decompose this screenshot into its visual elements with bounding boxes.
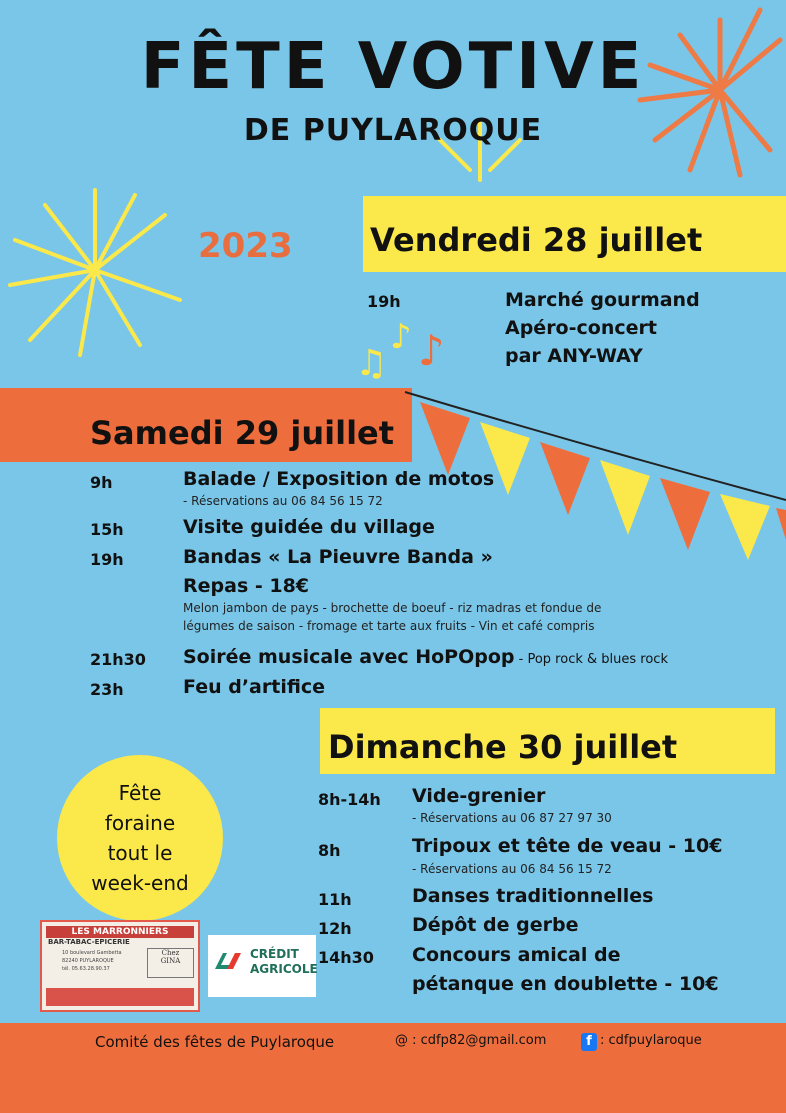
shop-sign: Chez	[161, 949, 180, 957]
sun-time-4: 12h	[318, 919, 352, 938]
music-notes-icon	[355, 317, 445, 384]
sun-detail-2: - Réservations au 06 84 56 15 72	[412, 862, 612, 876]
page-title: FÊTE VOTIVE	[140, 30, 646, 104]
sun-time-5: 14h30	[318, 948, 374, 967]
sponsor-credit-agricole-logo	[208, 935, 316, 997]
sat-time-2: 15h	[90, 520, 124, 539]
shop-phone: tél. 05.63.28.90.37	[62, 966, 110, 972]
email-address: cdfp82@gmail.com	[420, 1033, 547, 1048]
sat-event-1: Balade / Exposition de motos	[183, 468, 495, 490]
sat-time-4: 21h30	[90, 650, 146, 669]
sun-event-1: Vide-grenier	[412, 785, 546, 807]
friday-line-2: Apéro-concert	[505, 317, 657, 339]
sat-detail-1: - Réservations au 06 84 56 15 72	[183, 494, 383, 508]
sun-event-2: Tripoux et tête de veau - 10€	[412, 835, 723, 857]
sat-event-4-genre: - Pop rock & blues rock	[514, 652, 668, 667]
shop-sign-2: GINA	[160, 957, 181, 965]
sun-event-4: Dépôt de gerbe	[412, 914, 579, 936]
sat-detail-3: Melon jambon de pays - brochette de boeuf - riz madras et fondue de	[183, 601, 602, 615]
sat-time-1: 9h	[90, 473, 113, 492]
fair-line-2: foraine	[104, 811, 176, 835]
sat-event-2: Visite guidée du village	[183, 516, 435, 538]
footer-social	[600, 1033, 702, 1048]
shop-addr-2: 82240 PUYLAROQUE	[62, 958, 114, 964]
sat-detail-3b: légumes de saison - fromage et tarte aux fruits - Vin et café compris	[183, 619, 595, 633]
sat-event-4	[183, 646, 668, 668]
shop-facade-icon	[46, 988, 194, 1006]
sat-event-3b: Repas - 18€	[183, 575, 310, 597]
svg-text:♪: ♪	[418, 326, 445, 375]
email-prefix: @ :	[395, 1033, 417, 1048]
social-handle: cdfpuylaroque	[608, 1033, 702, 1048]
fair-line-1: Fête	[118, 781, 162, 805]
svg-text:♫: ♫	[355, 343, 388, 384]
sun-event-3: Danses traditionnelles	[412, 885, 654, 907]
sat-event-5: Feu d’artifice	[183, 676, 326, 698]
friday-line-1: Marché gourmand	[505, 289, 700, 311]
shop-name: LES MARRONNIERS	[46, 926, 194, 938]
sat-time-5: 23h	[90, 680, 124, 699]
sun-detail-1: - Réservations au 06 87 27 97 30	[412, 811, 612, 825]
social-prefix: :	[600, 1033, 605, 1048]
shop-addr-1: 10 boulevard Gambetta	[62, 950, 122, 956]
year: 2023	[198, 226, 293, 266]
sunday-heading: Dimanche 30 juillet	[328, 728, 678, 766]
page-subtitle: DE PUYLAROQUE	[243, 113, 543, 148]
fair-line-4: week-end	[91, 871, 189, 895]
sponsor-marronniers-logo	[40, 920, 200, 1012]
ca-line-1: CRÉDIT	[250, 947, 299, 961]
footer-email	[395, 1033, 546, 1048]
sun-event-5: Concours amical de	[412, 944, 621, 966]
ca-line-2: AGRICOLE	[250, 962, 318, 976]
ca-logo-icon	[213, 949, 243, 973]
sun-time-2: 8h	[318, 841, 341, 860]
sun-time-3: 11h	[318, 890, 352, 909]
fair-badge	[57, 755, 223, 921]
fair-line-3: tout le	[107, 841, 173, 865]
firework-yellow-icon	[10, 190, 180, 355]
sun-event-5b: pétanque en doublette - 10€	[412, 973, 719, 995]
friday-line-3: par ANY-WAY	[505, 345, 643, 367]
svg-text:♪: ♪	[390, 317, 412, 357]
sat-event-3: Bandas « La Pieuvre Banda »	[183, 546, 493, 568]
friday-heading: Vendredi 28 juillet	[370, 221, 703, 259]
sat-event-4-title: Soirée musicale avec HoPOpop	[183, 646, 515, 668]
shop-type: BAR-TABAC-EPICERIE	[48, 938, 130, 946]
friday-time: 19h	[367, 292, 401, 311]
footer-org: Comité des fêtes de Puylaroque	[95, 1033, 335, 1051]
facebook-icon: f	[581, 1033, 597, 1051]
saturday-heading: Samedi 29 juillet	[90, 414, 395, 452]
sat-time-3: 19h	[90, 550, 124, 569]
sun-time-1: 8h-14h	[318, 790, 381, 809]
